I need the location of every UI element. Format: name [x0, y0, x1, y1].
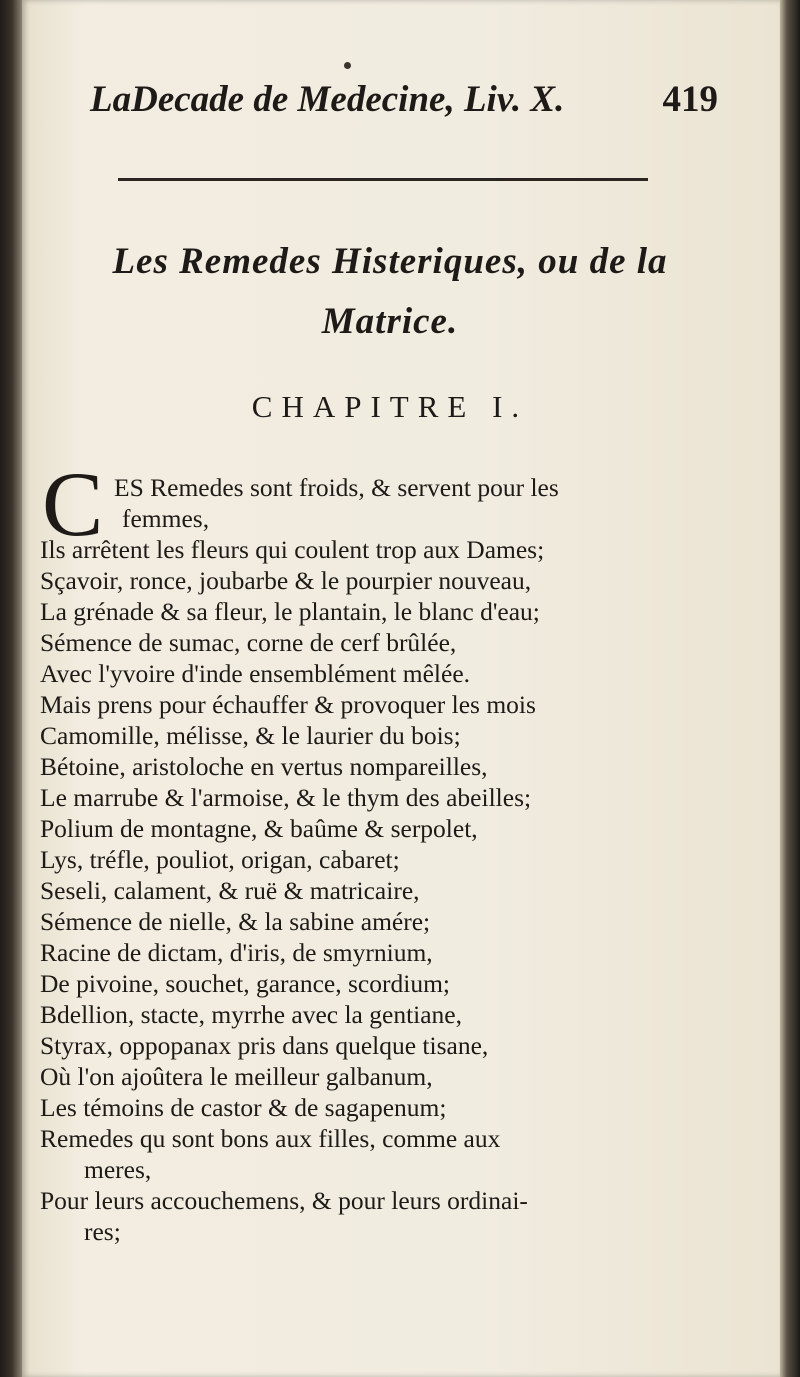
page-header — [90, 70, 730, 134]
verse-line: Bétoine, aristoloche en vertus nompareilles, — [40, 752, 488, 781]
section-title-line-2: Matrice. — [321, 301, 459, 342]
section-title-line-1: Les Remedes Histeriques, ou de la — [112, 241, 668, 282]
verse-line: Camomille, mélisse, & le laurier du bois; — [40, 721, 461, 750]
header-rule — [118, 178, 648, 181]
verse-line: res; — [84, 1217, 121, 1246]
verse-line: Le marrube & l'armoise, & le thym des abeilles; — [40, 783, 532, 812]
drop-cap: C — [42, 453, 104, 555]
verse-line: De pivoine, souchet, garance, scordium; — [40, 969, 450, 998]
verse-line: Styrax, oppopanax pris dans quelque tisane, — [40, 1031, 489, 1060]
verse-line: Remedes qu sont bons aux filles, comme aux — [40, 1124, 501, 1153]
verse-line: meres, — [84, 1155, 152, 1184]
verse-line: femmes, — [122, 504, 210, 533]
verse-line: ES Remedes sont froids, & servent pour les — [114, 473, 559, 502]
verse-line: Racine de dictam, d'iris, de smyrnium, — [40, 938, 433, 967]
verse-line: Seseli, calament, & ruë & matricaire, — [40, 876, 420, 905]
running-title: LaDecade de Medecine, Liv. X. — [90, 79, 565, 120]
page-number: 419 — [662, 79, 718, 120]
page-edge — [780, 0, 800, 1377]
verse-line: Mais prens pour échauffer & provoquer les mois — [40, 690, 536, 719]
verse-line: Sémence de sumac, corne de cerf brûlée, — [40, 628, 457, 657]
chapter-heading: CHAPITRE I. — [251, 389, 529, 424]
verse-line: Où l'on ajoûtera le meilleur galbanum, — [40, 1062, 433, 1091]
verse-line: Bdellion, stacte, myrrhe avec la gentiane, — [40, 1000, 462, 1029]
verse-block — [40, 472, 680, 1247]
verse-line: Pour leurs accouchemens, & pour leurs ordinai- — [40, 1186, 528, 1215]
verse-line: Avec l'yvoire d'inde ensemblément mêlée. — [40, 659, 471, 688]
ink-dot — [344, 62, 351, 69]
verse-line: Lys, tréfle, pouliot, origan, cabaret; — [40, 845, 400, 874]
verse-line: Sçavoir, ronce, joubarbe & le pourpier nouveau, — [40, 566, 532, 595]
verse-line: La grénade & sa fleur, le plantain, le blanc d'eau; — [40, 597, 540, 626]
verse-line: Ils arrêtent les fleurs qui coulent trop aux Dames; — [40, 535, 545, 564]
book-spine — [0, 0, 22, 1377]
verse-line: Les témoins de castor & de sagapenum; — [40, 1093, 447, 1122]
verse-line: Sémence de nielle, & la sabine amére; — [40, 907, 431, 936]
verse-line: Polium de montagne, & baûme & serpolet, — [40, 814, 478, 843]
